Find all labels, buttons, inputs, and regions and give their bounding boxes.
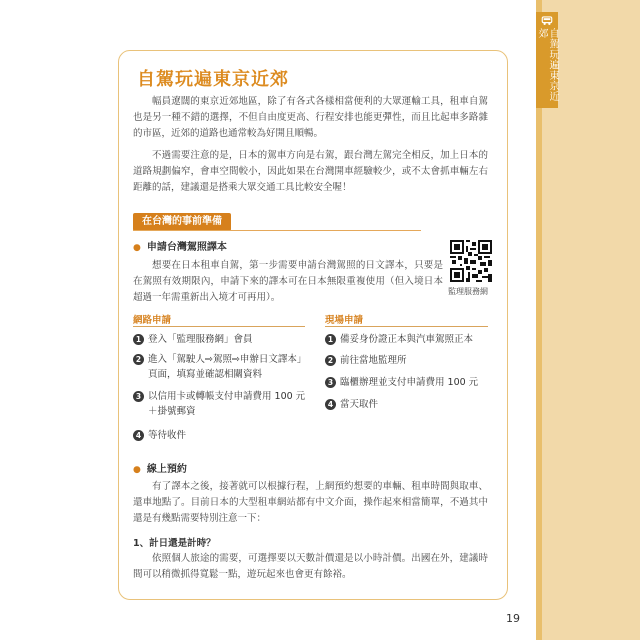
online-heading-divider [133, 326, 305, 327]
step-number-badge: 3 [325, 377, 336, 388]
online-step-text: 等待收件 [148, 430, 187, 441]
onsite-step-text: 當天取件 [340, 399, 379, 410]
online-step-text: 以信用卡或轉帳支付申請費用 100 元＋掛號郵資 [148, 391, 306, 417]
onsite-step [325, 332, 490, 347]
onsite-step [325, 353, 490, 368]
online-step [133, 428, 308, 443]
side-chapter-tab [536, 0, 640, 640]
car-icon [541, 16, 553, 25]
step-number-badge: 1 [133, 334, 144, 345]
intro-paragraph-2: 不過需要注意的是，日本的駕車方向是右駕，跟台灣左駕完全相反，加上日本的道路規劃偏窄，會車空間較小，因此如果在台灣開車經驗較少，或不太會抓車輛左右距離的話，建議還是搭乘大眾交通工具比較安全喔！ [133, 150, 488, 193]
page-title: 自駕玩遍東京近郊 [137, 69, 289, 90]
onsite-heading-divider [325, 326, 488, 327]
pricing-question-heading: 1、計日還是計時？ [133, 538, 216, 549]
side-chapter-title: 自駕玩遍東京近郊 [536, 28, 558, 102]
step-number-badge: 1 [325, 334, 336, 345]
online-step-text: 登入「監理服務網」會員 [148, 334, 253, 345]
booking-paragraph: 有了譯本之後，接著就可以根據行程，上網預約想要的車輛、租車時間與取車、還車地點了。目前日本的大型租車網站都有中文介面，操作起來相當簡單，不過其中還是有幾點需要特別注意一下： [133, 481, 488, 524]
pricing-paragraph: 依照個人旅途的需要，可選擇要以天數計價還是以小時計價。出國在外，建議時間可以稍微抓得寬鬆一點，遊玩起來也會更有餘裕。 [133, 553, 488, 580]
subsection-heading-license-text: 申請台灣駕照譯本 [146, 242, 227, 253]
onsite-step-text: 備妥身份證正本與汽車駕照正本 [340, 334, 474, 345]
subsection-heading-license [133, 238, 227, 253]
onsite-step-text: 前往當地監理所 [340, 355, 407, 366]
step-number-badge: 4 [325, 399, 336, 410]
qr-code-icon [450, 240, 492, 282]
section-heading: 在台灣的事前準備 [133, 213, 231, 231]
online-step [133, 332, 308, 347]
license-paragraph: 想要在日本租車自駕，第一步需要申請台灣駕照的日文譯本，只要是在駕照有效期限內，申請下來的譯本可在日本無限重複使用（但入境日本超過一年需重新出入境才可再用）。 [133, 260, 443, 303]
onsite-step-text: 臨櫃辦理並支付申請費用 100 元 [340, 377, 479, 388]
step-number-badge: 2 [325, 355, 336, 366]
online-step-text: 進入「駕駛人⇨駕照⇨申辦日文譯本」頁面，填寫並確認相關資料 [148, 354, 307, 380]
step-number-badge: 3 [133, 391, 144, 402]
online-application-heading: 網路申請 [133, 315, 172, 326]
online-step [133, 352, 311, 382]
intro-paragraph-1: 幅員遼闊的東京近郊地區，除了有各式各樣相當便利的大眾運輸工具，租車自駕也是另一種不錯的選擇，不但自由度更高、行程安排也能更彈性，而且比起車多路雜的市區，近郊的道路也通常較為好開且順暢。 [133, 96, 488, 139]
step-number-badge: 4 [133, 430, 144, 441]
bullet-icon: ● [133, 243, 141, 253]
onsite-step [325, 375, 490, 390]
qr-code-label: 監理服務網 [448, 287, 488, 296]
step-number-badge: 2 [133, 354, 144, 365]
bullet-icon: ● [133, 465, 141, 475]
onsite-application-heading: 現場申請 [325, 315, 364, 326]
subsection-heading-booking-text: 線上預約 [146, 464, 187, 475]
side-chapter-label [536, 12, 558, 108]
subsection-heading-booking [133, 460, 187, 475]
onsite-step [325, 397, 490, 412]
page-number: 19 [506, 612, 520, 625]
online-step [133, 389, 308, 419]
